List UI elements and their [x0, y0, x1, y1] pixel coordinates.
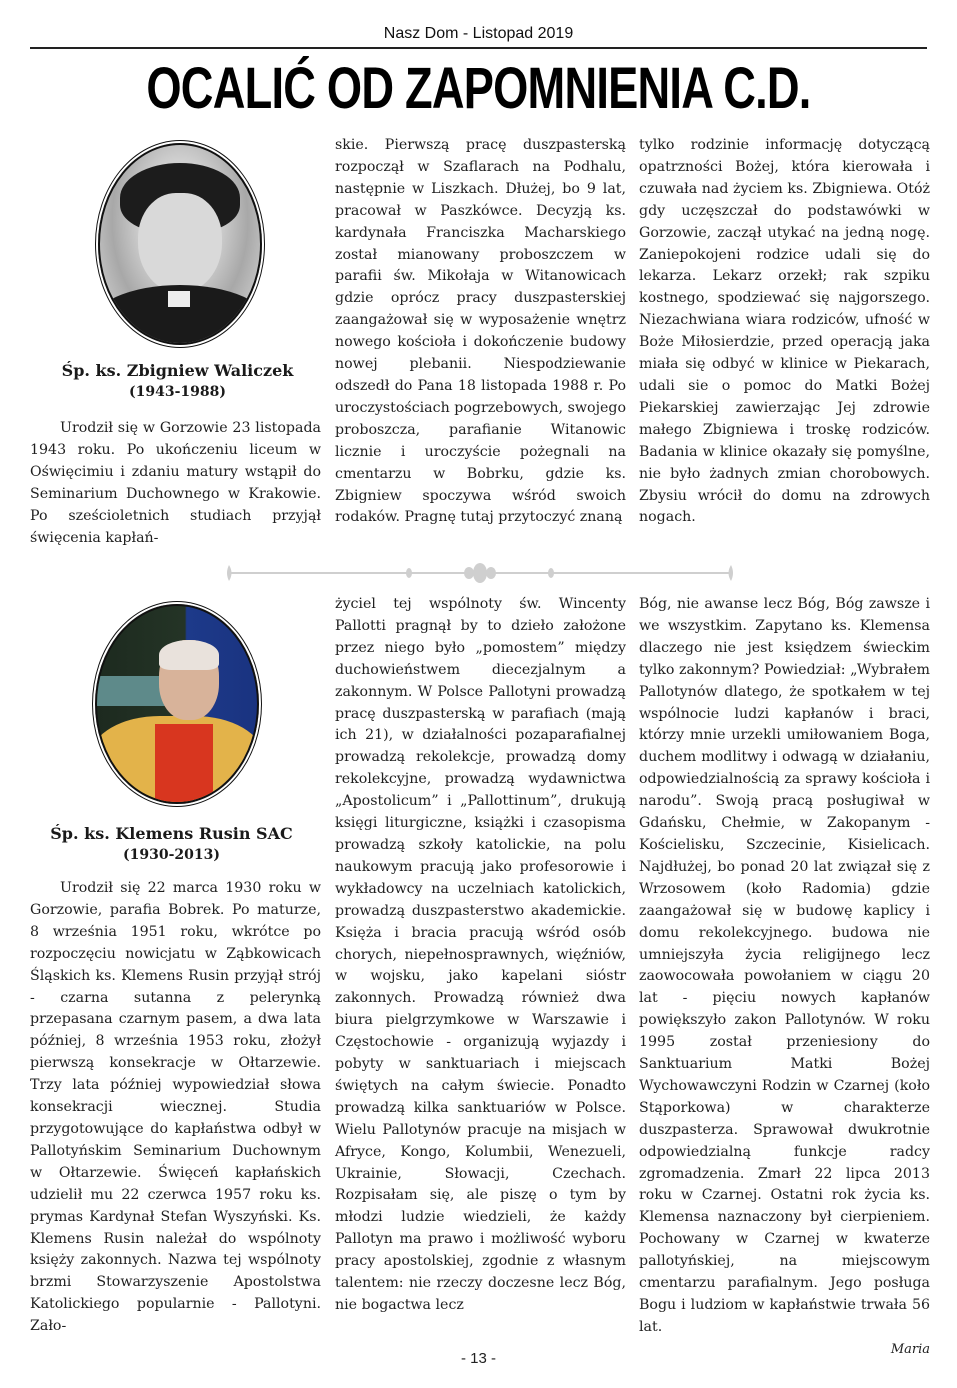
- page-number: - 13 -: [460, 1350, 496, 1367]
- portrait-stole: [155, 724, 213, 804]
- article1-years: (1943-1988): [129, 384, 226, 400]
- author-signature: Maria: [890, 1341, 930, 1357]
- article1-column-1: [30, 418, 321, 549]
- portrait-face: [138, 193, 222, 293]
- portrait-zbigniew-waliczek: [98, 143, 262, 345]
- article2-caption: [26, 823, 317, 865]
- article1-name: Śp. ks. Zbigniew Waliczek: [61, 361, 294, 380]
- header-rule: [30, 47, 927, 49]
- article2-column-3: [639, 594, 930, 1361]
- article1-caption: [32, 360, 323, 402]
- article2-years: (1930-2013): [123, 847, 220, 863]
- portrait-collar: [168, 291, 190, 307]
- article1-text-2: skie. Pierwszą pracę duszpasterską rozpoczął w Szaflarach na Podhalu, następnie w Liszkach. Dłużej, bo 9 lat, pracował w Paszkówce. Decyzją ks. kardynała Franciszka Macharskiego został mianowany proboszczem w parafii św. Mikołaja w Witanowicach gdzie oprócz pracy duszpasterskiej zaangażował się w wyposażenie wnętrz nowego kościoła i dokończenie budowy nowej plebanii. Niespodziewanie odszedł do Pana 18 listopada 1988 r. Po uroczystościach pogrzebowych, swojego proboszcza, parafianie Witanowic licznie i uroczyście pożegnali na cmentarzu w Bobrku, gdzie ks. Zbigniew spoczywa wśród swoich rodaków. Pragnę tutaj przytoczyć znaną: [335, 137, 626, 526]
- article2-text-2: życiel tej wspólnoty św. Wincenty Pallotti pragnął by to dzieło założone przez niego było „pomostem” między duchowieństwem diecezjalnym a zakonnym. W Polsce Pallotyni prowadzą pracę duszpasterską w parafiach (mają ich 21), w działalności pozaparafialnej prowadzą rekolekcje, prowadzą domy rekolekcyjne, prowadzą wydawnictwa „Apostolicum” i „Pallottinum”, drukują księgi liturgiczne, książki i czasopisma prowadzą szkoły katolickie, na polu naukowym pracują jako profesorowie i wykładowcy na uczelniach katolickich, prowadzą duszpasterstwo akademickie. Księża i bracia pracują wśród osób chorych, niepełnosprawnych, więźniów, w wojsku, jako kapelani sióstr zakonnych. Prowadzą również dwa biura pielgrzymkowe w Warszawie i Częstochowie - organizują wyjazdy i pobyty w sanktuariach i miejscach świętych na całym świecie. Ponadto prowadzą kilka sanktuariów w Polsce. Wielu Pallotynów pracuje na misjach w Afryce, Kongo, Kolumbii, Wenezueli, Ukrainie, Słowacji, Czechach. Rozpisałam się, ale piszę o tym by młodzi ludzie wiedzieli, że każdy Pallotyn ma prawo i możliwość wyboru pracy apostolskiej, zgodnie z własnym talentem: nie rzeczy doczesne lecz Bóg, nie bogactwa lecz: [335, 596, 626, 1313]
- article1-text-1: Urodził się w Gorzowie 23 listopada 1943 roku. Po ukończeniu liceum w Oświęcimiu i zdaniu matury wstąpił do Seminarium Duchownego w Krakowie. Po sześcioletnich studiach przyjął święcenia kapłań-: [30, 420, 321, 546]
- article1-column-3: [639, 135, 930, 529]
- page-title: OCALIĆ OD ZAPOMNIENIA C.D.: [146, 56, 811, 121]
- publication-header: Nasz Dom - Listopad 2019: [383, 25, 574, 42]
- ornamental-divider-icon: [225, 562, 735, 584]
- article1-text-3: tylko rodzinie informację dotyczącą opatrzności Bożej, która kierowała i czuwała nad życiem ks. Zbigniewa. Otóż gdy uczęszczał do podstawówki w Gorzowie, zaczął utykać na jedną nogę. Zaniepokojeni rodzice udali się do lekarza. Lekarz orzekł; rak szpiku kostnego, spodziewać się najgorszego. Niezachwiana wiara rodziców, ufność w Boże Miłosierdzie, przed operacją jaka miała się odbyć w klinice w Piekarach, udali sie o pomoc do Matki Bożej Piekarskiej zawierzając Jej zdrowie małego Zbigniewa i troskę rodziców. Badania w klinice okazały się pomyślne, nie było żadnych zmian chorobowych. Zbysiu wrócił do domu na zdrowych nogach.: [639, 137, 930, 526]
- article2-text-1: Urodził się 22 marca 1930 roku w Gorzowie, parafia Bobrek. Po maturze, 8 września 1951 roku, wkrótce po rozpoczęciu nowicjatu w Ząbkowicach Śląskich ks. Klemens Rusin przyjął strój - czarna sutanna z pelerynką przepasana czarnym pasem, a dwa lata później, 8 września 1953 roku, złożył pierwszą konsekracje w Ołtarzewie. Trzy lata później wypowiedział słowa konsekracji wiecznej. Studia przygotowujące do kapłaństwa odbył w Pallotyńskim Seminarium Duchownym w Ołtarzewie. Święceń kapłańskich udzielił mu 22 czerwca 1957 roku ks. prymas Kardynał Stefan Wyszyński. Ks. Klemens Rusin należał do wspólnoty księży zakonnych. Nazwa tej wspólnoty brzmi Stowarzyszenie Apostolstwa Katolickiego popularnie - Pallotyni. Zało-: [30, 880, 321, 1335]
- portrait-scalp: [159, 640, 219, 670]
- article2-name: Śp. ks. Klemens Rusin SAC: [50, 824, 293, 843]
- article2-text-3: Bóg, nie awanse lecz Bóg, Bóg zawsze i we wszystkim. Zapytano ks. Klemensa dlaczego nie jest księdzem świeckim tylko zakonnym? Powiedział: „Wybrałem Pallotynów dlatego, że spotkałem w tej wspólnocie ludzi kapłanów i braci, którzy mnie urzekli umiłowaniem Boga, duchem modlitwy i odwagą w działaniu, odpowiedzialnością za sprawy kościoła i narodu”. Swoją pracą posługiwał w Gdańsku, Chełmie, w Zakopanym - Kościelisku, Szczecinie, Kisielicach. Najdłużej, bo ponad 20 lat związał się z Wrzosowem (koło Radomia) gdzie zaangażował się w budowę kaplicy i domu rekolekcyjnego. budowa nie umniejszyła życia religijnego lecz zaowocowała powołaniem w ciągu 20 lat - pięciu nowych kapłanów powiększyło zakon Pallotynów. W roku 1995 został przeniesiony do Sanktuarium Matki Bożej Wychowawczyni Rodzin w Czarnej (koło Stąporkowa) w charakterze duszpasterza. Sprawował dwukrotnie odpowiedzialną funkcje radcy zgromadzenia. Zmarł 22 lipca 2013 roku w Czarnej. Ostatni rok życia ks. Klemensa naznaczony był cierpieniem. Pochowany w Czarnej w kwaterze pallotyńskiej, na miejscowym cmentarzu parafialnym. Jego posługa Bogu i ludziom w kapłaństwie trwała 56 lat.: [639, 596, 930, 1335]
- article1-column-2: [335, 135, 626, 529]
- portrait-klemens-rusin: [95, 604, 259, 804]
- article2-column-1: [30, 878, 321, 1338]
- article2-column-2: [335, 594, 626, 1317]
